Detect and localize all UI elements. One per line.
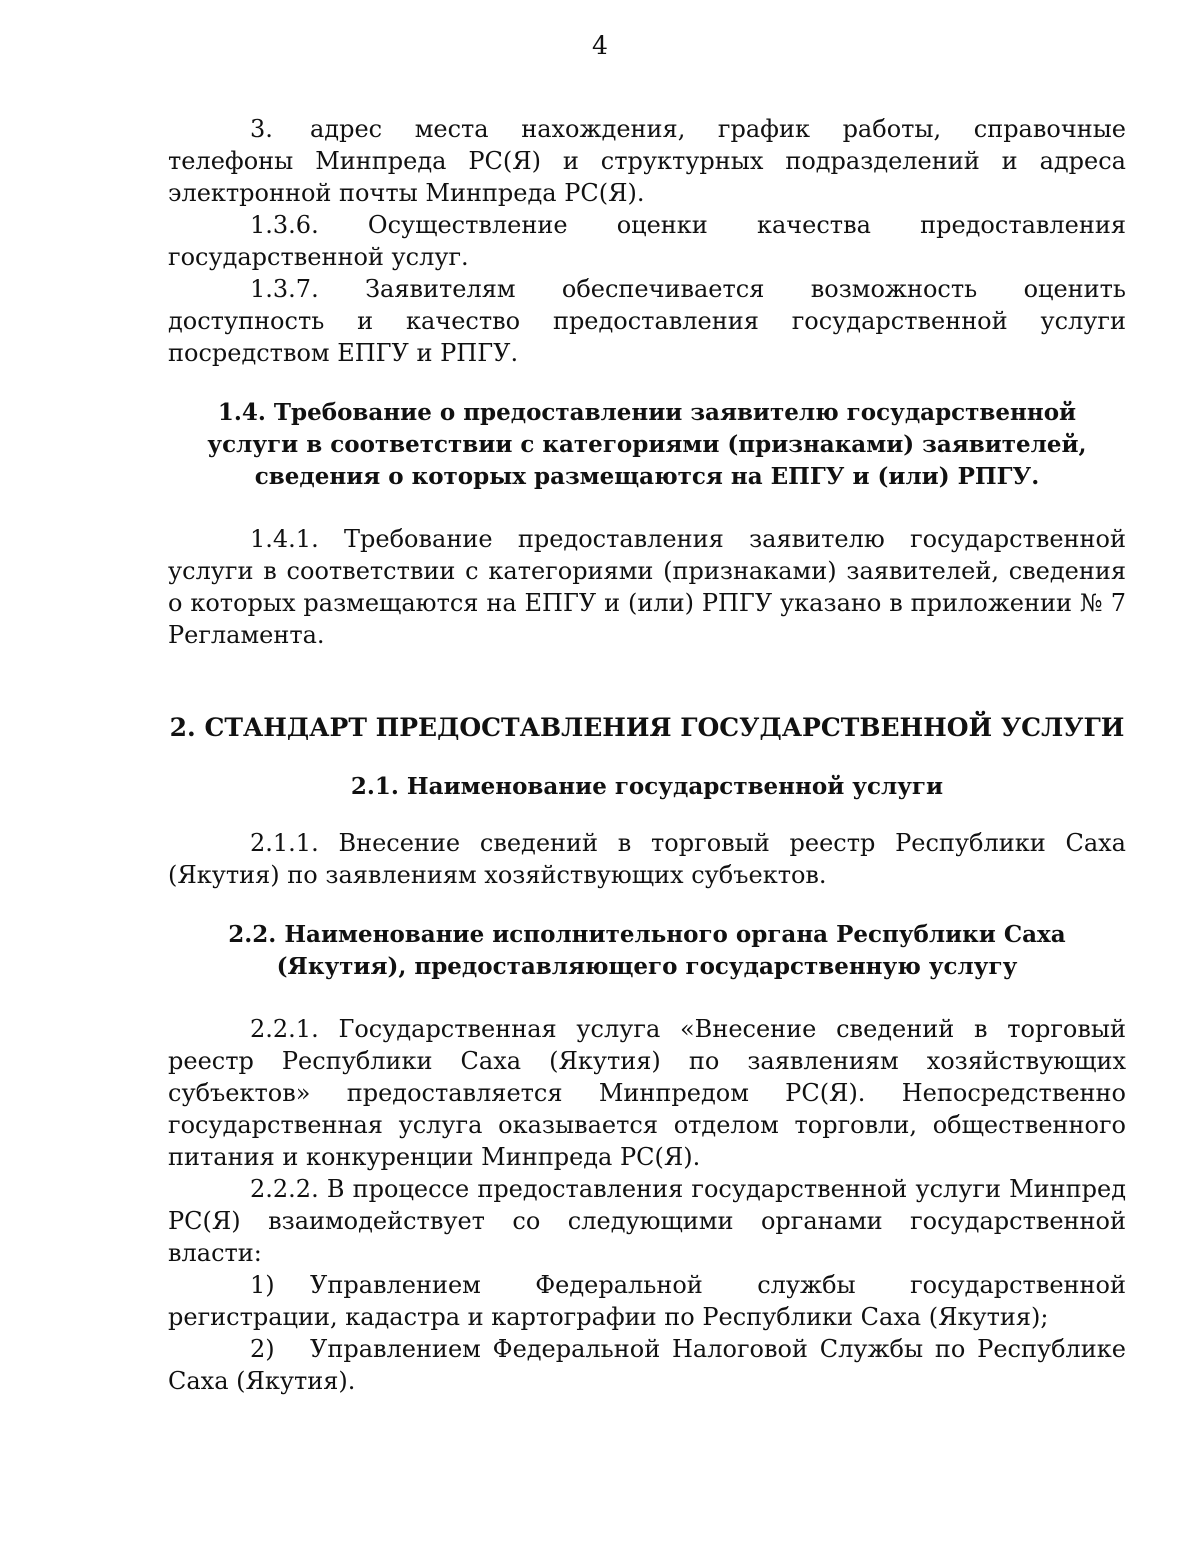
paragraph-2-1-1: 2.1.1. Внесение сведений в торговый реестр Республики Саха (Якутия) по заявлениям хозяйствующих субъектов. [168, 829, 1126, 889]
section-2-heading: 2. СТАНДАРТ ПРЕДОСТАВЛЕНИЯ ГОСУДАРСТВЕННОЙ УСЛУГИ [169, 713, 1125, 742]
list-item-number: 1) [250, 1271, 275, 1299]
paragraph-1-3-7: 1.3.7. Заявителям обеспечивается возможность оценить доступность и качество предоставления государственной услуги посредством ЕПГУ и РПГУ. [168, 275, 1126, 367]
heading-2-2: 2.2. Наименование исполнительного органа Республики Саха (Якутия), предоставляющего государственную услугу [228, 921, 1066, 980]
heading-1-4: 1.4. Требование о предоставлении заявителю государственной услуги в соответствии с категориями (признаками) заявителей, сведения о которых размещаются на ЕПГУ и (или) РПГУ. [207, 399, 1087, 490]
paragraph-2-2-1: 2.2.1. Государственная услуга «Внесение сведений в торговый реестр Республики Саха (Якутия) по заявлениям хозяйствующих субъектов» предоставляется Минпредом РС(Я). Непосредственно государственная услуга оказывается отделом торговли, общественного питания и конкуренции Минпреда РС(Я). [168, 1015, 1126, 1171]
list-item-text: Управлением Федеральной службы государственной регистрации, кадастра и картографии по Республики Саха (Якутия); [168, 1271, 1126, 1331]
page-number: 4 [592, 31, 608, 60]
list-item-1 [168, 1269, 1126, 1333]
list-item-2 [168, 1333, 1126, 1397]
paragraph-1-3-6: 1.3.6. Осуществление оценки качества предоставления государственной услуг. [168, 211, 1126, 271]
paragraph-2-2-2: 2.2.2. В процессе предоставления государственной услуги Минпред РС(Я) взаимодействует со следующими органами государственной власти: [168, 1175, 1126, 1267]
list-item-number: 3. [250, 115, 273, 143]
paragraph-1-4-1: 1.4.1. Требование предоставления заявителю государственной услуги в соответствии с категориями (признаками) заявителей, сведения о которых размещаются на ЕПГУ и (или) РПГУ указано в приложении № 7 Регламента. [168, 525, 1126, 649]
heading-2-1: 2.1. Наименование государственной услуги [350, 773, 944, 800]
list-item-text: адрес места нахождения, график работы, справочные телефоны Минпреда РС(Я) и структурных подразделений и адреса электронной почты Минпреда РС(Я). [168, 115, 1126, 207]
list-item-3 [168, 113, 1126, 209]
list-item-number: 2) [250, 1335, 275, 1363]
document-body [168, 113, 1126, 1397]
list-item-text: Управлением Федеральной Налоговой Службы по Республике Саха (Якутия). [168, 1335, 1126, 1395]
